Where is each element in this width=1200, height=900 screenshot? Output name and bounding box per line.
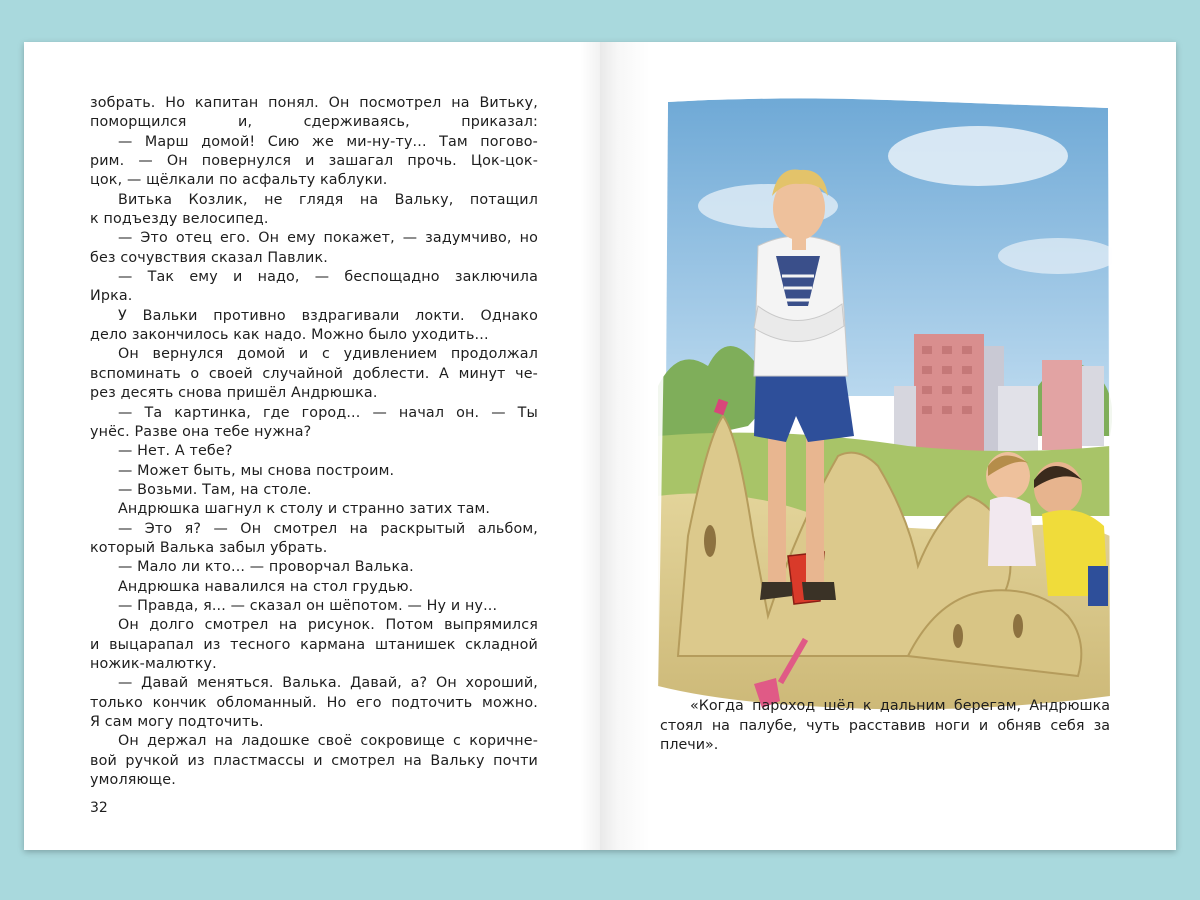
caption-line: плечи». bbox=[660, 737, 719, 753]
text-line: Витька Козлик, не глядя на Вальку, потащил bbox=[118, 191, 538, 208]
text-line: — Правда, я... — сказал он шёпотом. — Ну и ну... bbox=[118, 597, 498, 614]
text-line: вой ручкой из пластмассы и смотрел на Вальку почти bbox=[90, 752, 538, 769]
text-line: — Возьми. Там, на столе. bbox=[118, 481, 312, 498]
text-line: дело закончилось как надо. Можно было уходить... bbox=[90, 327, 489, 344]
text-line: Андрюшка навалился на стол грудью. bbox=[118, 578, 414, 595]
text-line: Он держал на ладошке своё сокровище с коричне- bbox=[118, 733, 538, 750]
illustration-boy-sandcastle bbox=[658, 96, 1112, 726]
text-line: — Давай меняться. Валька. Давай, а? Он хороший, bbox=[118, 675, 538, 692]
text-line: который Валька забыл убрать. bbox=[90, 539, 328, 556]
page-number: 32 bbox=[90, 800, 108, 816]
gutter-shadow bbox=[580, 42, 600, 850]
text-line: вспоминать о своей случайной доблести. А минут че- bbox=[90, 365, 538, 382]
text-line: к подъезду велосипед. bbox=[90, 211, 269, 228]
illustration-caption bbox=[660, 697, 1110, 756]
text-line: — Нет. А тебе? bbox=[118, 443, 233, 460]
text-line: рим. — Он повернулся и зашагал прочь. Цок-цок- bbox=[90, 153, 538, 170]
text-line: зобрать. Но капитан понял. Он посмотрел на Витьку, bbox=[90, 95, 538, 111]
cloud bbox=[888, 126, 1068, 186]
text-line: Андрюшка шагнул к столу и странно затих там. bbox=[118, 501, 491, 518]
text-line: — Может быть, мы снова построим. bbox=[118, 462, 395, 479]
text-line: рез десять снова пришёл Андрюшка. bbox=[90, 385, 378, 402]
text-line: — Мало ли кто... — проворчал Валька. bbox=[118, 559, 414, 576]
text-line: — Это я? — Он смотрел на раскрытый альбом, bbox=[118, 520, 538, 537]
text-line: цок, — щёлкали по асфальту каблуки. bbox=[90, 172, 388, 189]
text-line: Он долго смотрел на рисунок. Потом выпрямился bbox=[118, 617, 538, 634]
left-page bbox=[24, 42, 600, 850]
text-line: умоляюще. bbox=[90, 772, 176, 789]
text-line: без сочувствия сказал Павлик. bbox=[90, 249, 328, 266]
text-line: Он вернулся домой и с удивлением продолжал bbox=[118, 346, 538, 363]
castle-window bbox=[1013, 614, 1023, 638]
text-line: — Марш домой! Сию же ми-ну-ту... Там погово- bbox=[118, 133, 538, 150]
text-line: и выцарапал из тесного кармана штанишек складной bbox=[90, 636, 538, 653]
caption-line: «Когда пароход шёл к дальним берегам, Андрюшка bbox=[690, 698, 1110, 714]
text-line: Я сам могу подточить. bbox=[90, 714, 264, 730]
text-line: — Так ему и надо, — беспощадно заключила bbox=[118, 269, 538, 286]
text-line: только кончик обломанный. Но его подточить можно. bbox=[90, 694, 538, 711]
castle-window bbox=[704, 525, 716, 557]
text-line: — Это отец его. Он ему покажет, — задумчиво, но bbox=[118, 230, 538, 247]
text-line: унёс. Разве она тебе нужна? bbox=[90, 423, 312, 440]
text-line: — Та картинка, где город... — начал он. — Ты bbox=[118, 404, 538, 421]
text-line: У Вальки противно вздрагивали локти. Однако bbox=[118, 307, 538, 324]
left-page-text bbox=[90, 94, 538, 790]
castle-window bbox=[953, 624, 963, 648]
caption-line: стоял на палубе, чуть расставив ноги и обняв себя за bbox=[660, 717, 1110, 734]
text-line: ножик-малютку. bbox=[90, 655, 217, 672]
text-line: Ирка. bbox=[90, 288, 133, 305]
text-line: поморщился и, сдерживаясь, приказал: bbox=[90, 114, 538, 131]
